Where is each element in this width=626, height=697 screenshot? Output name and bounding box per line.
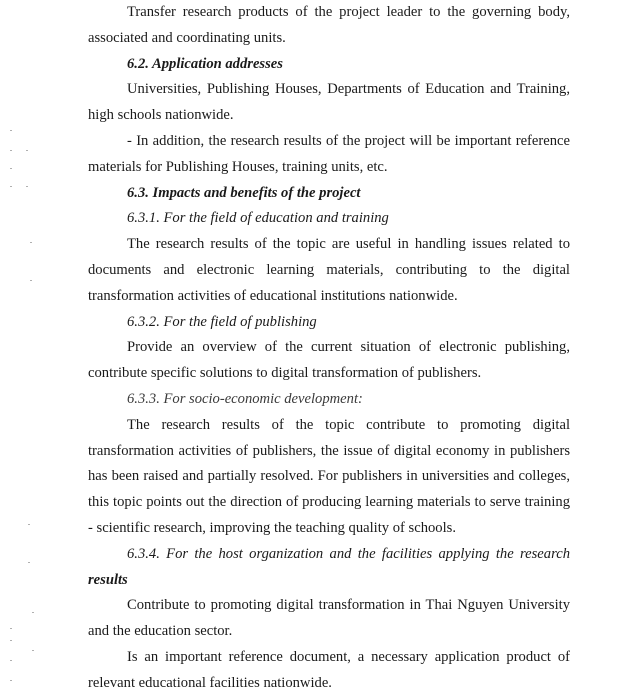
document-page bbox=[88, 0, 570, 697]
subheading-socio-economic: 6.3.3. For socio-economic development: bbox=[127, 390, 363, 407]
heading-impacts-benefits: 6.3. Impacts and benefits of the project bbox=[127, 184, 361, 201]
paragraph-thai-nguyen: Contribute to promoting digital transformation in Thai Nguyen University and the education sector. bbox=[88, 597, 570, 640]
paragraph-education-results: The research results of the topic are useful in handling issues related to documents and electronic learning materials, contributing to the digital transformation activities of educational institutions nationwide. bbox=[88, 236, 570, 304]
subheading-publishing: 6.3.2. For the field of publishing bbox=[127, 313, 317, 330]
paragraph-reference-document: Is an important reference document, a necessary application product of relevant educational facilities nationwide. bbox=[88, 648, 570, 691]
paragraph-universities: Universities, Publishing Houses, Departments of Education and Training, high schools nationwide. bbox=[88, 81, 570, 124]
heading-application-addresses: 6.2. Application addresses bbox=[127, 55, 283, 72]
subheading-education-training: 6.3.1. For the field of education and training bbox=[127, 210, 389, 227]
paragraph-publishing-overview: Provide an overview of the current situation of electronic publishing, contribute specific solutions to digital transformation of publishers. bbox=[88, 339, 570, 382]
paragraph-socio-economic: The research results of the topic contribute to promoting digital transformation activities of publishers, the issue of digital economy in publishers has been raised and partially resolved. For publishers in universities and colleges, this topic points out the direction of producing learning materials to serve training - scientific research, improving the teaching quality of schools. bbox=[88, 416, 570, 536]
subheading-host-organization-tail: results bbox=[88, 571, 128, 588]
paragraph-transfer-products: Transfer research products of the project leader to the governing body, associated and coordinating units. bbox=[88, 4, 570, 46]
subheading-host-organization bbox=[88, 542, 570, 594]
subheading-host-organization-main: 6.3.4. For the host organization and the facilities applying the research bbox=[127, 545, 570, 562]
paragraph-in-addition: - In addition, the research results of the project will be important reference materials for Publishing Houses, training units, etc. bbox=[88, 132, 570, 175]
